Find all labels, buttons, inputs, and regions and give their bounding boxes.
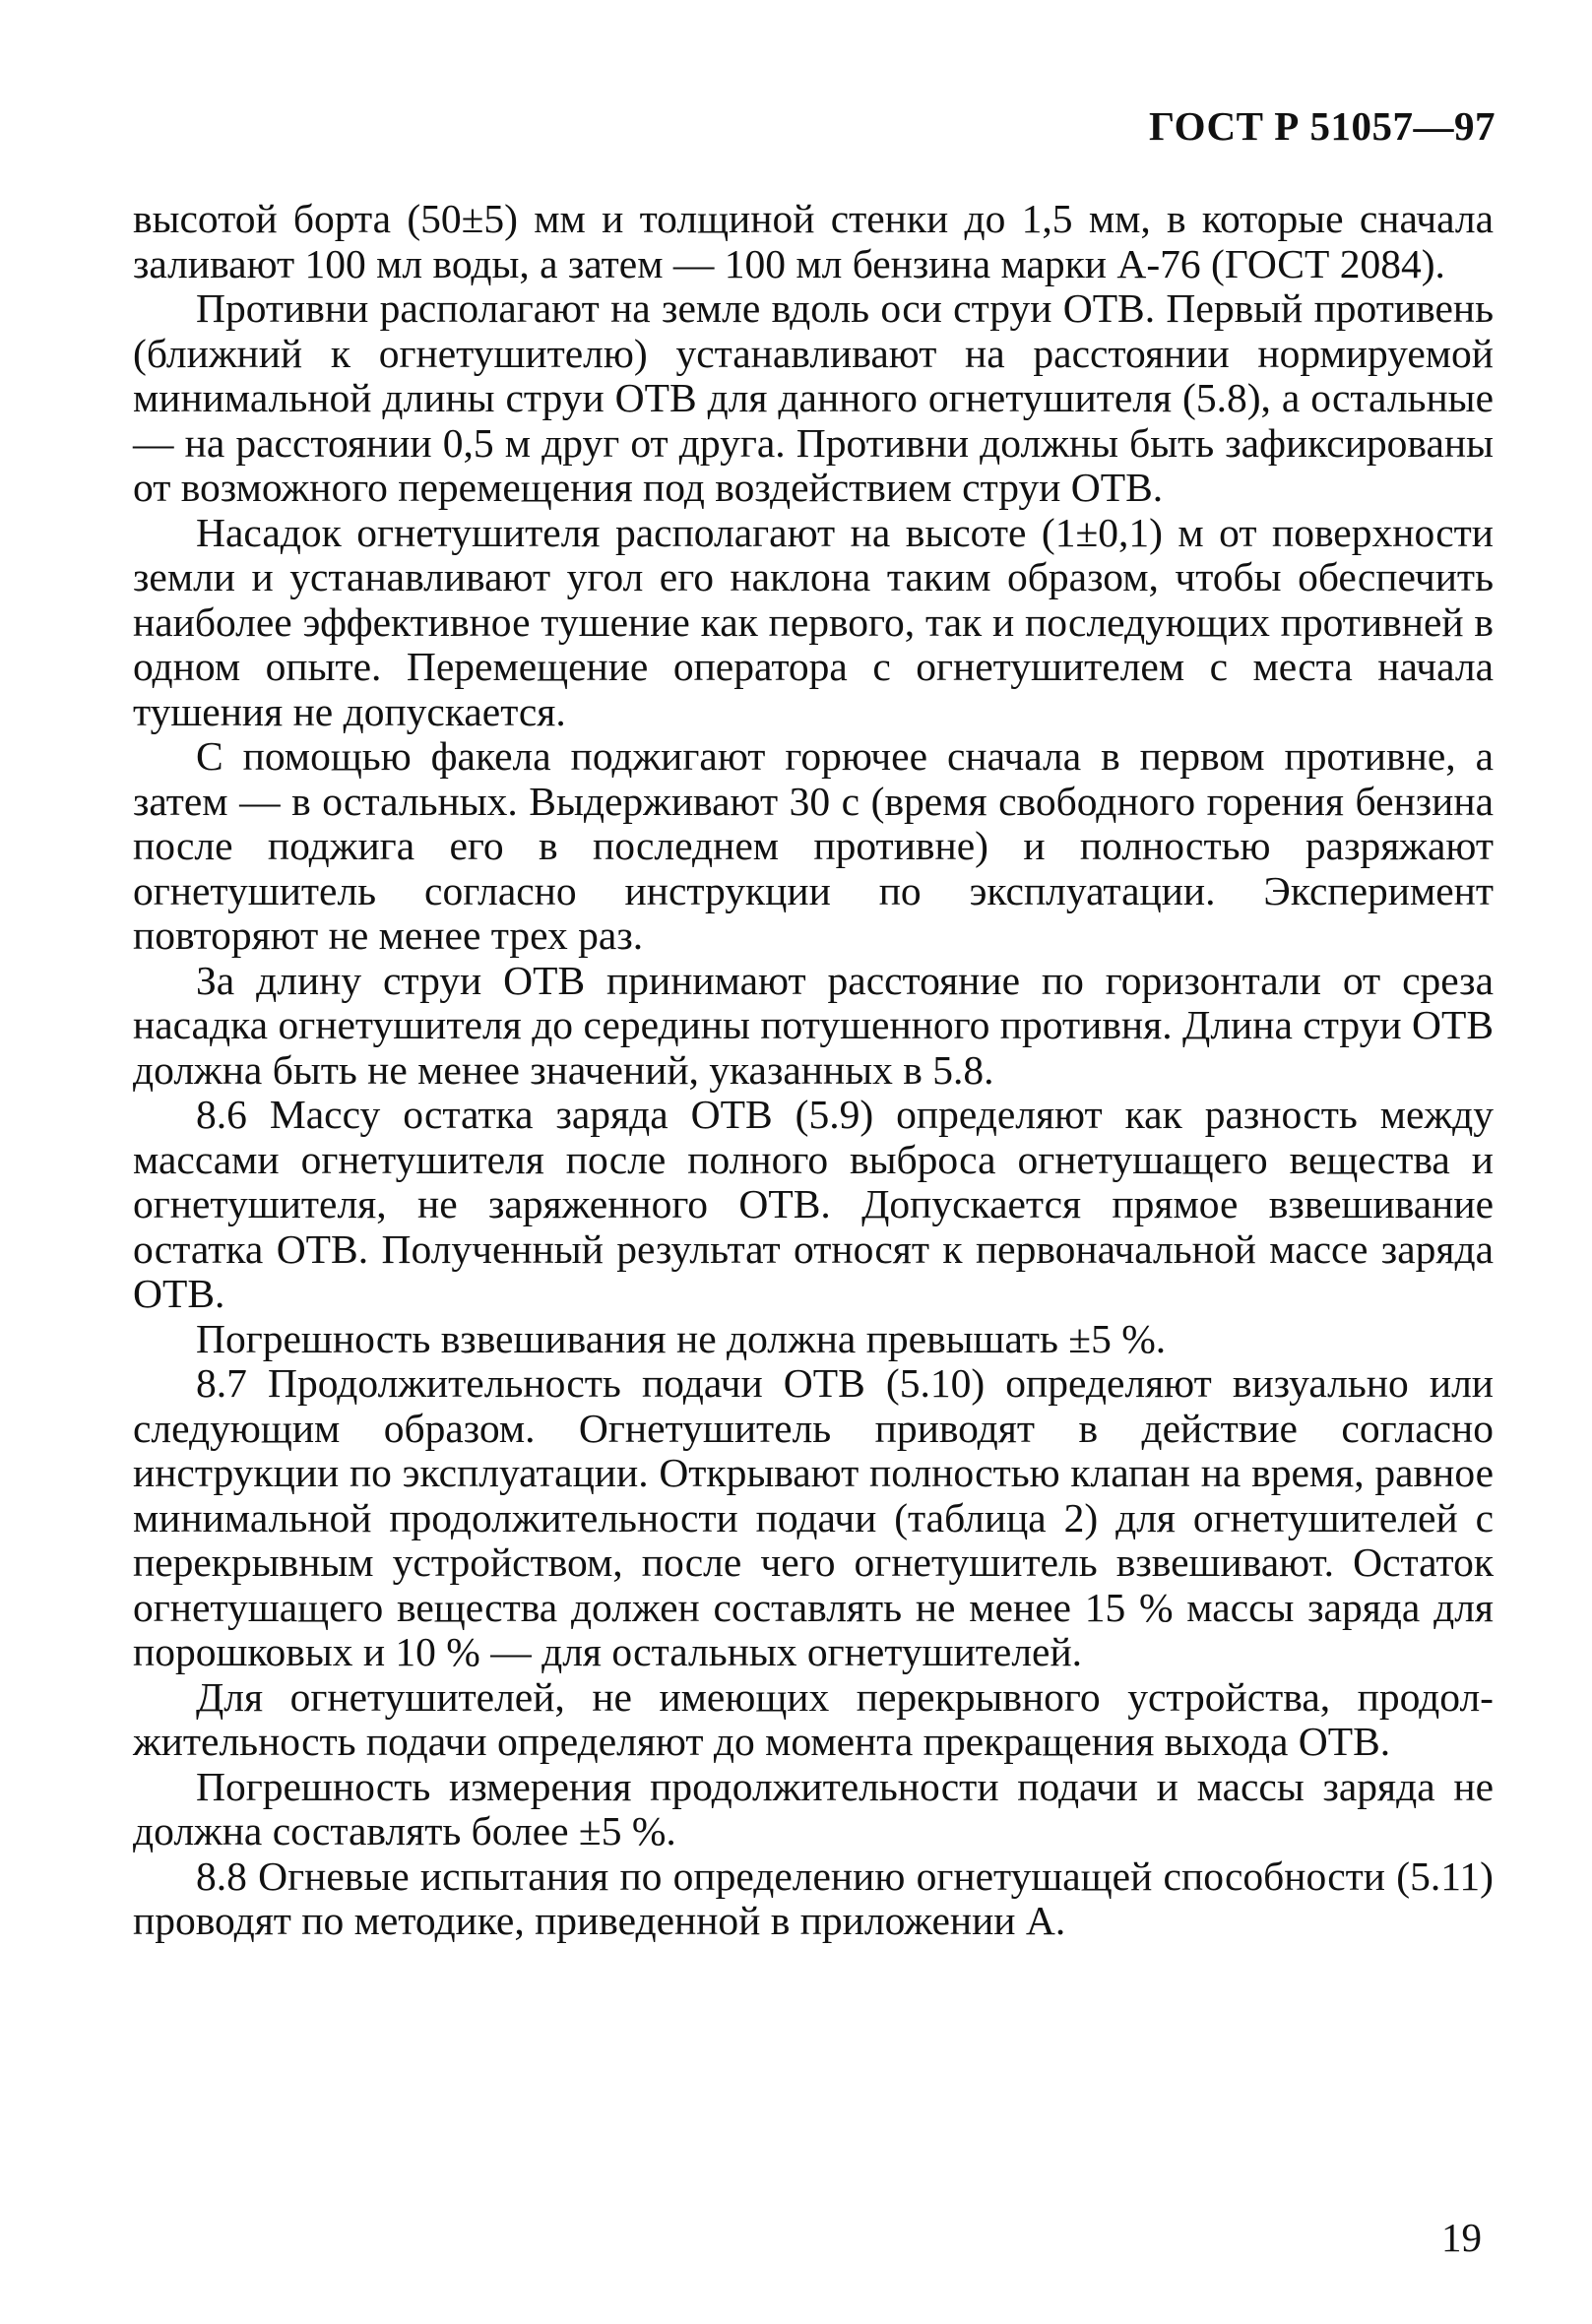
- paragraph-ignition: С помощью факела поджигают горючее сначала в первом противне, а затем — в остальных. Выдерживают 30 с (время свободного горения бензина после поджига его в последнем противне) и полностью разряжают огнетушитель согласно инструкции по эксплуатации. Эксперимент повторяют не менее трех раз.: [133, 733, 1494, 958]
- paragraph-8-8: 8.8 Огневые испытания по определению огнетушащей способности (5.11) проводят по методике, приведенной в приложении А.: [133, 1853, 1494, 1943]
- paragraph-8-7: 8.7 Продолжительность подачи ОТВ (5.10) определяют визуально или следующим образом. Огнетушитель приводят в действие согласно инструкции по эксплуатации. Открывают полностью клапан на время, равное минимальной продолжительности подачи (таблица 2) для огнетушителей с перекрывным устройством, после чего огнетушитель взвешивают. Остаток огнетушащего вещества должен составлять не менее 15 % массы заряда для порошковых и 10 % — для остальных огнетушителей.: [133, 1360, 1494, 1674]
- document-code-header: ГОСТ Р 51057—97: [1149, 103, 1496, 149]
- paragraph-jet-length: За длину струи ОТВ принимают расстояние по горизонтали от среза насадка огнетушителя до середины потушенного противня. Длина струи ОТВ должна быть не менее значений, указанных в 5.8.: [133, 957, 1494, 1093]
- paragraph-continuation: высотой борта (50±5) мм и толщиной стенки до 1,5 мм, в которые сначала заливают 100 мл воды, а затем — 100 мл бензина марки А-76 (ГОСТ 2084).: [133, 196, 1494, 286]
- paragraph-no-shutoff: Для огнетушителей, не имеющих перекрывного устройства, продолжительность подачи определяют до момента прекращения выхода ОТВ.: [133, 1673, 1494, 1764]
- paragraph-measurement-error: Погрешность измерения продолжительности подачи и массы заряда не должна составлять более ±5 %.: [133, 1763, 1494, 1853]
- paragraph-weighing-error: Погрешность взвешивания не должна превышать ±5 %.: [196, 1315, 1167, 1361]
- paragraph-8-6: 8.6 Массу остатка заряда ОТВ (5.9) определяют как разность между массами огнетушителя после полного выброса огнетушащего вещества и огнетушителя, не заряженного ОТВ. Допускается прямое взвешивание остатка ОТВ. Полученный результат относят к первоначальной массе заряда ОТВ.: [133, 1092, 1494, 1316]
- page-number: 19: [1441, 2215, 1482, 2260]
- body-text: [133, 197, 1494, 1944]
- paragraph-trays-placement: Противни располагают на земле вдоль оси струи ОТВ. Первый противень (ближний к огнетушителю) устанавливают на расстоянии нормируемой минимальной длины струи ОТВ для данного огнетушителя (5.8), а остальные — на расстоянии 0,5 м друг от друга. Противни должны быть зафиксированы от возможного перемещения под воздействием струи ОТВ.: [133, 285, 1494, 510]
- paragraph-nozzle-position: Насадок огнетушителя располагают на высоте (1±0,1) м от поверхности земли и устанавливают угол его наклона таким образом, чтобы обеспечить наиболее эффективное тушение как первого, так и последующих противней в одном опыте. Перемещение оператора с огнетушителем с места начала тушения не допускается.: [133, 509, 1494, 734]
